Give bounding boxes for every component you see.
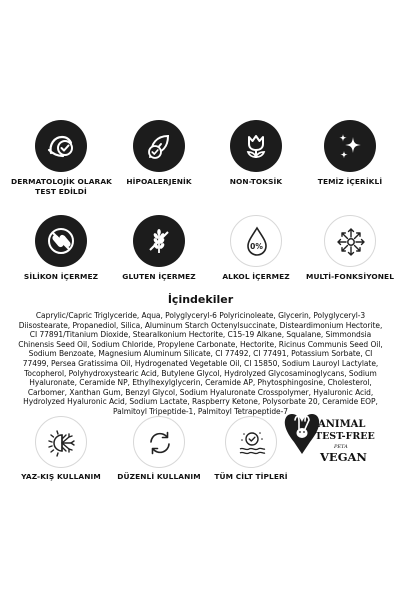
feature-label: SİLİKON İÇERMEZ [23,272,99,281]
skin-check-icon [225,416,277,468]
sun-snowflake-icon [35,416,87,468]
peta-vegan-badge [282,410,378,484]
feature-label: NON-TOKSİK [229,177,283,186]
feature-label: TÜM CİLT TİPLERİ [214,472,288,481]
feature-label: YAZ-KIŞ KULLANIM [21,472,101,481]
badge-line2: TEST-FREE [315,431,375,442]
badge-line3: VEGAN [320,450,367,464]
tulip-flower-icon [230,120,282,172]
dermatology-check-icon [35,120,87,172]
zero-percent-text: 0% [250,242,263,251]
refresh-cycle-icon [133,416,185,468]
no-silicone-icon [35,215,87,267]
feature-label: DÜZENLİ KULLANIM [117,472,201,481]
feature-label: HİPOALERJENİK [126,177,192,186]
ingredients-list: Caprylic/Capric Triglyceride, Aqua, Polyglyceryl-6 Polyricinoleate, Glycerin, Polyglyceryl-3 Diisostearate, Propanediol, Silica, Aluminum Starch Octenylsuccinate, Disteardimonium Hectorite, CI 77891/Titanium Dioxide, Stearalkonium Hectorite, C15-19 Alkane, Squalane, Simmondsia Chinensis Seed Oil, Sodium Chloride, Propylene Carbonate, Hectorite, Ricinus Communis Seed Oil, Sodium Benzoate, Magnesium Aluminum Silicate, CI 77492, CI 77491, Potassium Sorbate, CI 77499, Persea Gratissima Oil, Hydrogenated Vegetable Oil, CI 15850, Sodium Lauroyl Lactylate, Tocopherol, Polyhydroxystearic Acid, Butylene Glycol, Hydrolyzed Glycosaminoglycans, Sodium Hyaluronate, Ceramide NP, Ethylhexylglycerin, Ceramide AP, Phytosphingosine, Cholesterol, Carbomer, Xanthan Gum, Benzyl Glycol, Sodium Hyaluronate Crosspolymer, Hyaluronic Acid, Hydrolyzed Hyaluronic Acid, Sodium Lactate, Raspberry Ketone, Polysorbate 20, Ceramide EOP, Palmitoyl Tripeptide-1, Palmitoyl Tetrapeptide-7 [18,311,383,416]
badge-org: PETA [334,444,348,450]
zero-percent-alcohol-icon [230,215,282,267]
feature-label: GLUTEN İÇERMEZ [122,272,196,281]
ingredients-title: İçindekiler [167,293,234,306]
sparkles-icon [324,120,376,172]
leaf-check-icon [133,120,185,172]
multi-function-arrows-icon [324,215,376,267]
feature-label: DERMATOLOJİK OLARAK [11,177,112,186]
feature-label: ALKOL İÇERMEZ [222,272,290,281]
wheat-no-gluten-icon [133,215,185,267]
feature-label: MULTİ-FONKSİYONEL [305,272,395,281]
feature-label: TEMİZ İÇERİKLİ [317,177,383,186]
badge-line1: ANIMAL [318,419,366,430]
feature-label: TEST EDİLDİ [35,186,87,196]
